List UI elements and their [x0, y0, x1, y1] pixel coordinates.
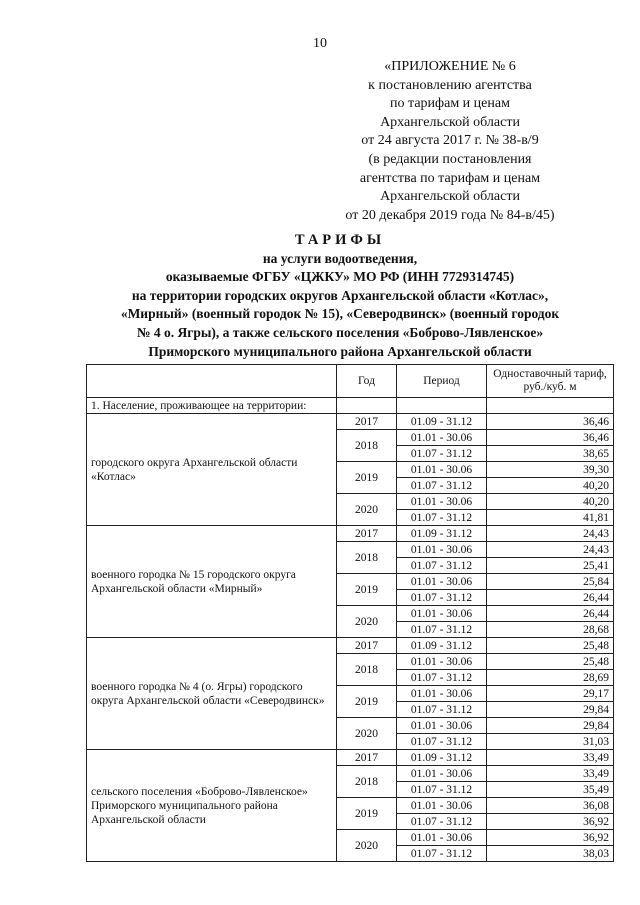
tariff-value-cell: 24,43 — [487, 542, 614, 558]
period-cell: 01.01 - 30.06 — [397, 718, 487, 734]
tariff-value-cell: 24,43 — [487, 526, 614, 542]
year-cell: 2018 — [337, 766, 397, 798]
table-row — [87, 750, 614, 766]
tariff-value-cell: 31,03 — [487, 734, 614, 750]
header-year: Год — [337, 365, 397, 398]
tariff-value-cell: 36,46 — [487, 414, 614, 430]
heading-line: на территории городских округов Архангельской области «Котлас», — [131, 287, 549, 303]
appendix-line: агентства по тарифам и ценам — [359, 170, 541, 186]
document-heading — [60, 231, 620, 361]
year-cell: 2019 — [337, 574, 397, 606]
tariff-value-cell: 29,84 — [487, 718, 614, 734]
section-row — [87, 398, 614, 414]
table-body — [87, 398, 614, 862]
heading-line: № 4 о. Ягры), а также сельского поселения «Боброво-Лявленское» — [136, 324, 544, 340]
period-cell: 01.01 - 30.06 — [397, 686, 487, 702]
tariff-value-cell: 29,84 — [487, 702, 614, 718]
period-cell: 01.01 - 30.06 — [397, 766, 487, 782]
tariff-value-cell: 39,30 — [487, 462, 614, 478]
header-territory — [87, 365, 337, 398]
appendix-line: от 20 декабря 2019 года № 84-в/45) — [345, 207, 555, 223]
year-cell: 2019 — [337, 798, 397, 830]
tariff-value-cell: 33,49 — [487, 766, 614, 782]
tariff-value-cell: 36,92 — [487, 830, 614, 846]
period-cell: 01.09 - 31.12 — [397, 638, 487, 654]
period-cell: 01.01 - 30.06 — [397, 462, 487, 478]
page-number: 10 — [313, 36, 327, 51]
table-row — [87, 526, 614, 542]
heading-line: Приморского муниципального района Архангельской области — [148, 343, 532, 359]
year-cell: 2017 — [337, 638, 397, 654]
tariff-value-cell: 28,69 — [487, 670, 614, 686]
year-cell: 2020 — [337, 718, 397, 750]
period-cell: 01.07 - 31.12 — [397, 510, 487, 526]
tariff-value-cell: 25,48 — [487, 654, 614, 670]
header-tariff: Одноставочный тариф, руб./куб. м — [487, 365, 614, 398]
period-cell: 01.07 - 31.12 — [397, 814, 487, 830]
territory-cell: военного городка № 15 городского округа Архангельской области «Мирный» — [87, 526, 337, 638]
period-cell: 01.07 - 31.12 — [397, 670, 487, 686]
period-cell: 01.01 - 30.06 — [397, 606, 487, 622]
tariff-value-cell: 40,20 — [487, 494, 614, 510]
period-cell: 01.09 - 31.12 — [397, 414, 487, 430]
period-cell: 01.01 - 30.06 — [397, 542, 487, 558]
appendix-line: «ПРИЛОЖЕНИЕ № 6 — [384, 59, 516, 74]
tariff-value-cell: 28,68 — [487, 622, 614, 638]
table-row — [87, 638, 614, 654]
tariff-value-cell: 40,20 — [487, 478, 614, 494]
appendix-line: от 24 августа 2017 г. № 38-в/9 — [361, 133, 539, 149]
table-header-row — [87, 365, 614, 398]
section-label: 1. Население, проживающее на территории: — [87, 398, 337, 414]
year-cell: 2020 — [337, 606, 397, 638]
header-period: Период — [397, 365, 487, 398]
tariff-value-cell: 36,46 — [487, 430, 614, 446]
territory-cell: военного городка № 4 (о. Ягры) городского округа Архангельской области «Северодвинск» — [87, 638, 337, 750]
territory-cell: городского округа Архангельской области «Котлас» — [87, 414, 337, 526]
tariff-value-cell: 26,44 — [487, 590, 614, 606]
year-cell: 2018 — [337, 654, 397, 686]
tariff-value-cell: 36,08 — [487, 798, 614, 814]
tariff-value-cell: 29,17 — [487, 686, 614, 702]
empty-cell — [397, 398, 487, 414]
tariff-value-cell: 25,84 — [487, 574, 614, 590]
year-cell: 2017 — [337, 414, 397, 430]
period-cell: 01.01 - 30.06 — [397, 798, 487, 814]
year-cell: 2018 — [337, 430, 397, 462]
heading-line: «Мирный» (военный городок № 15), «Северодвинск» (военный городок — [120, 306, 560, 322]
period-cell: 01.01 - 30.06 — [397, 654, 487, 670]
year-cell: 2020 — [337, 494, 397, 526]
empty-cell — [337, 398, 397, 414]
period-cell: 01.07 - 31.12 — [397, 558, 487, 574]
tariff-value-cell: 36,92 — [487, 814, 614, 830]
appendix-block — [330, 58, 570, 225]
tariff-value-cell: 25,48 — [487, 638, 614, 654]
period-cell: 01.01 - 30.06 — [397, 830, 487, 846]
period-cell: 01.07 - 31.12 — [397, 478, 487, 494]
period-cell: 01.07 - 31.12 — [397, 590, 487, 606]
period-cell: 01.07 - 31.12 — [397, 734, 487, 750]
table-row — [87, 414, 614, 430]
tariff-value-cell: 35,49 — [487, 782, 614, 798]
year-cell: 2017 — [337, 750, 397, 766]
period-cell: 01.07 - 31.12 — [397, 446, 487, 462]
period-cell: 01.07 - 31.12 — [397, 846, 487, 862]
period-cell: 01.07 - 31.12 — [397, 702, 487, 718]
tariff-value-cell: 25,41 — [487, 558, 614, 574]
heading-line: оказываемые ФГБУ «ЦЖКУ» МО РФ (ИНН 7729314745) — [165, 269, 515, 285]
period-cell: 01.01 - 30.06 — [397, 430, 487, 446]
tariff-value-cell: 33,49 — [487, 750, 614, 766]
period-cell: 01.09 - 31.12 — [397, 526, 487, 542]
appendix-line: к постановлению агентства — [368, 77, 532, 93]
year-cell: 2019 — [337, 686, 397, 718]
year-cell: 2018 — [337, 542, 397, 574]
year-cell: 2017 — [337, 526, 397, 542]
tariff-value-cell: 41,81 — [487, 510, 614, 526]
territory-cell: сельского поселения «Боброво-Лявленское» Приморского муниципального района Архангельской области — [87, 750, 337, 862]
period-cell: 01.01 - 30.06 — [397, 494, 487, 510]
appendix-line: (в редакции постановления — [368, 151, 532, 167]
period-cell: 01.07 - 31.12 — [397, 622, 487, 638]
heading-line: на услуги водоотведения, — [262, 250, 418, 266]
year-cell: 2020 — [337, 830, 397, 862]
year-cell: 2019 — [337, 462, 397, 494]
period-cell: 01.07 - 31.12 — [397, 782, 487, 798]
tariff-value-cell: 38,65 — [487, 446, 614, 462]
document-title: ТАРИФЫ — [294, 232, 386, 248]
period-cell: 01.01 - 30.06 — [397, 574, 487, 590]
tariff-value-cell: 38,03 — [487, 846, 614, 862]
tariff-table — [86, 364, 614, 862]
appendix-line: Архангельской области — [380, 114, 520, 130]
period-cell: 01.09 - 31.12 — [397, 750, 487, 766]
appendix-line: Архангельской области — [380, 189, 520, 205]
appendix-line: по тарифам и ценам — [390, 96, 510, 112]
empty-cell — [487, 398, 614, 414]
tariff-value-cell: 26,44 — [487, 606, 614, 622]
